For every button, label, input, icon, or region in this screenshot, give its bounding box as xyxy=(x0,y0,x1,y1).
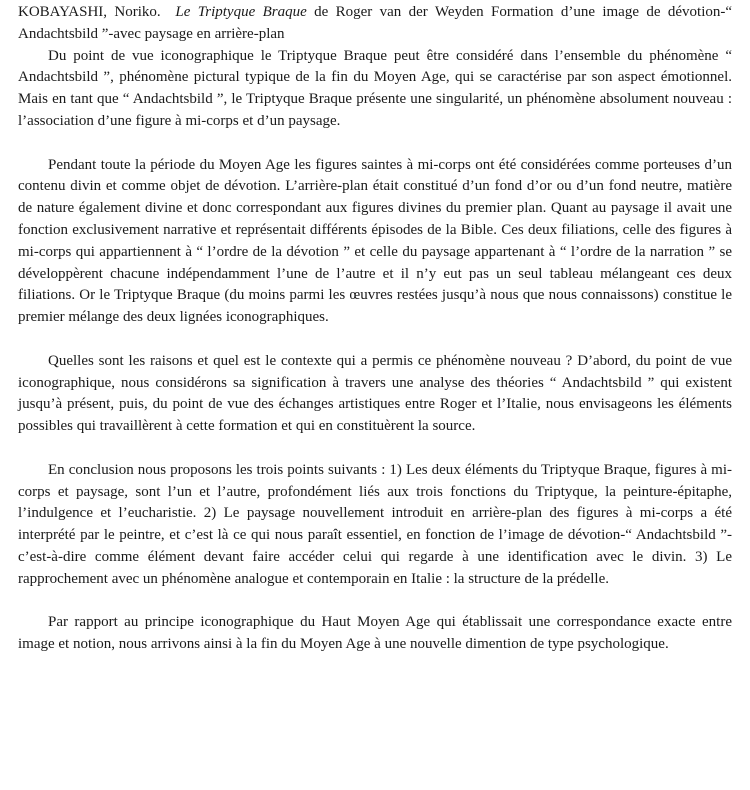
paragraph-gap xyxy=(18,133,732,155)
paragraph-4: En conclusion nous proposons les trois points suivants : 1) Les deux éléments du Triptyque Braque, figures à mi-corps et paysage, sont l’un et l’autre, profondément liés aux trois fonctions du Triptyque, la peinture-épitaphe, l’indulgence et l’eucharistie. 2) Le paysage nouvellement introduit en arrière-plan des figures à mi-corps a été interprété par le peintre, et c’est là ce qui nous paraît essentiel, en fonction de l’image de dévotion-“ Andachtsbild ”-c’est-à-dire comme élément devant faire accéder celui qui regarde à une identification avec le divin. 3) Le rapprochement avec un phénomène analogue et contemporain en Italie : la structure de la prédelle. xyxy=(18,461,732,587)
author-name: KOBAYASHI, Noriko. xyxy=(18,4,161,20)
paragraph-5: Par rapport au principe iconographique du Haut Moyen Age qui établissait une correspondance exacte entre image et notion, nous arrivons ainsi à la fin du Moyen Age à une nouvelle dimention de type psychologique. xyxy=(18,614,732,653)
paragraph-3: Quelles sont les raisons et quel est le contexte qui a permis ce phénomène nouveau ? D’abord, du point de vue iconographique, nous considérons sa signification à travers une analyse des théories “ Andachtsbild ” qui existent jusqu’à présent, puis, du point de vue des échanges artistiques entre Roger et l’Italie, nous envisageons les éléments possibles qui travaillèrent à cette formation et qui en constituèrent la source. xyxy=(18,352,732,435)
article-subtitle: de Roger van der Weyden Formation d’une image de dévotion-“ Andachtsbild ”-avec paysage en arrière-plan xyxy=(18,4,733,42)
paragraph-gap xyxy=(18,591,732,613)
article-title: Le Triptyque Braque xyxy=(175,4,307,20)
paragraph-gap xyxy=(18,329,732,351)
paragraph-1: Du point de vue iconographique le Triptyque Braque peut être considéré dans l’ensemble du phénomène “ Andachtsbild ”, phénomène pictural typique de la fin du Moyen Age, qui se caractérise par son aspect émotionnel. Mais en tant que “ Andachtsbild ”, le Triptyque Braque présente une singularité, un phénomène absolument nouveau : l’association d’une figure à mi-corps et d’un paysage. xyxy=(18,47,732,129)
paragraph-2: Pendant toute la période du Moyen Age les figures saintes à mi-corps ont été considérées comme porteuses d’un contenu divin et comme objet de dévotion. L’arrière-plan était constitué d’un fond d’or ou d’un fond neutre, matière de nature également divine et donc correspondant aux figures divines du premier plan. Quant au paysage il avait une fonction exclusivement narrative et représentait différents épisodes de la Bible. Ces deux filiations, celle des figures à mi-corps qui appartiennent à “ l’ordre de la dévotion ” et celle du paysage appartenant à “ l’ordre de la narration ” se développèrent chacune indépendamment l’une de l’autre et il n’y eut pas un seul tableau mélangeant ces deux filiations. Or le Triptyque Braque (du moins parmi les œuvres restées jusqu’à nous que nous connaissons) constitue le premier mélange des deux lignées iconographiques. xyxy=(18,156,732,326)
paragraph-gap xyxy=(18,438,732,460)
article-header xyxy=(18,2,732,46)
